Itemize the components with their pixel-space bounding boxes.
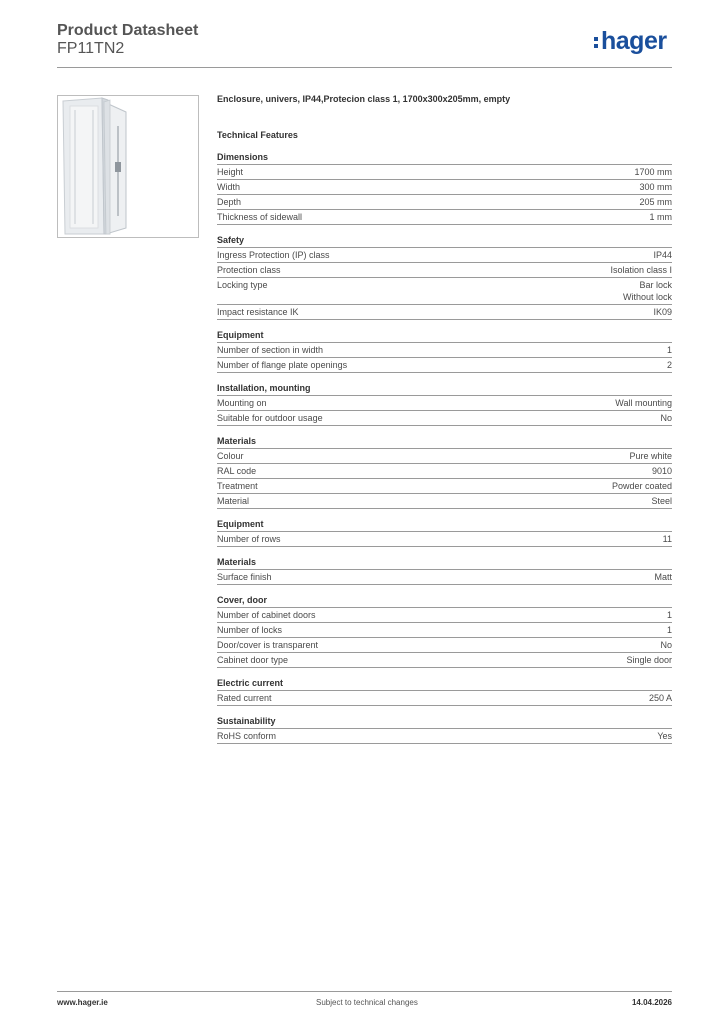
feature-value: 1 xyxy=(666,345,672,355)
feature-value: IK09 xyxy=(653,307,672,317)
section-title: Materials xyxy=(217,557,257,567)
feature-row xyxy=(217,395,672,410)
hager-logo xyxy=(594,26,667,56)
feature-label: Ingress Protection (IP) class xyxy=(217,250,330,260)
feature-value: 9010 xyxy=(651,466,672,476)
feature-label: Material xyxy=(217,496,250,506)
feature-value: Yes xyxy=(657,731,672,741)
feature-label: Cabinet door type xyxy=(217,655,289,665)
feature-label: Depth xyxy=(217,197,242,207)
feature-row xyxy=(217,531,672,547)
product-code: FP11TN2 xyxy=(57,40,125,57)
feature-row xyxy=(217,194,672,209)
feature-label: Suitable for outdoor usage xyxy=(217,413,323,423)
feature-value: Isolation class I xyxy=(610,265,672,275)
product-image xyxy=(57,95,199,238)
feature-section xyxy=(217,151,672,225)
feature-row xyxy=(217,690,672,706)
feature-section xyxy=(217,234,672,320)
feature-value: Steel xyxy=(651,496,672,506)
feature-section xyxy=(217,518,672,547)
feature-row xyxy=(217,164,672,179)
feature-label: RoHS conform xyxy=(217,731,277,741)
feature-section xyxy=(217,677,672,706)
feature-row xyxy=(217,179,672,194)
feature-row xyxy=(217,209,672,225)
feature-sections xyxy=(217,151,672,744)
feature-row xyxy=(217,448,672,463)
feature-section xyxy=(217,556,672,585)
section-title: Equipment xyxy=(217,330,264,340)
footer-divider xyxy=(57,991,672,992)
feature-section xyxy=(217,382,672,426)
feature-value: Single door xyxy=(626,655,672,665)
feature-label: Protection class xyxy=(217,265,281,275)
feature-value: Bar lock Without lock xyxy=(622,280,672,302)
feature-label: Number of rows xyxy=(217,534,281,544)
feature-label: Impact resistance IK xyxy=(217,307,299,317)
feature-row xyxy=(217,607,672,622)
section-rows xyxy=(217,607,672,668)
feature-label: Mounting on xyxy=(217,398,267,408)
page-title: Product Datasheet xyxy=(57,22,199,39)
datasheet-content xyxy=(217,92,672,744)
section-rows xyxy=(217,342,672,373)
section-rows xyxy=(217,569,672,585)
feature-row xyxy=(217,277,672,304)
section-title: Installation, mounting xyxy=(217,383,311,393)
cabinet-illustration-icon xyxy=(58,96,198,237)
feature-label: Width xyxy=(217,182,241,192)
feature-value: 1 mm xyxy=(649,212,672,222)
logo-dots-icon xyxy=(594,37,598,48)
feature-value: Matt xyxy=(654,572,672,582)
feature-section xyxy=(217,594,672,668)
feature-value: No xyxy=(660,640,672,650)
feature-value: 1 xyxy=(666,610,672,620)
feature-label: Height xyxy=(217,167,244,177)
section-rows xyxy=(217,531,672,547)
feature-row xyxy=(217,652,672,668)
section-title: Dimensions xyxy=(217,152,269,162)
feature-label: Number of cabinet doors xyxy=(217,610,316,620)
feature-value: 1 xyxy=(666,625,672,635)
section-title: Cover, door xyxy=(217,595,268,605)
feature-row xyxy=(217,728,672,744)
section-title: Safety xyxy=(217,235,245,245)
section-rows xyxy=(217,164,672,225)
feature-value: 250 A xyxy=(648,693,672,703)
section-rows xyxy=(217,247,672,320)
feature-label: Rated current xyxy=(217,693,272,703)
feature-row xyxy=(217,622,672,637)
feature-label: Thickness of sidewall xyxy=(217,212,303,222)
feature-section xyxy=(217,715,672,744)
product-description: Enclosure, univers, IP44,Protecion class 1, 1700x300x205mm, empty xyxy=(217,94,511,104)
feature-row xyxy=(217,478,672,493)
footer-notice: Subject to technical changes xyxy=(316,998,418,1007)
feature-value: Wall mounting xyxy=(615,398,672,408)
feature-row xyxy=(217,357,672,373)
feature-row xyxy=(217,262,672,277)
feature-label: Number of locks xyxy=(217,625,283,635)
feature-label: Surface finish xyxy=(217,572,272,582)
feature-row xyxy=(217,463,672,478)
feature-section xyxy=(217,435,672,509)
feature-value: 1700 mm xyxy=(634,167,672,177)
feature-label: Locking type xyxy=(217,280,268,290)
footer-date: 14.04.2026 xyxy=(631,998,672,1007)
feature-row xyxy=(217,304,672,320)
feature-section xyxy=(217,329,672,373)
section-title: Electric current xyxy=(217,678,284,688)
feature-label: RAL code xyxy=(217,466,257,476)
section-rows xyxy=(217,395,672,426)
section-rows xyxy=(217,448,672,509)
technical-features-heading: Technical Features xyxy=(217,130,298,140)
section-title: Equipment xyxy=(217,519,264,529)
feature-label: Colour xyxy=(217,451,244,461)
header-divider xyxy=(57,67,672,68)
feature-label: Treatment xyxy=(217,481,258,491)
feature-row xyxy=(217,410,672,426)
section-title: Sustainability xyxy=(217,716,276,726)
feature-value: Pure white xyxy=(629,451,672,461)
feature-label: Number of section in width xyxy=(217,345,324,355)
feature-row xyxy=(217,247,672,262)
section-title: Materials xyxy=(217,436,257,446)
feature-value: 2 xyxy=(666,360,672,370)
feature-value: 11 xyxy=(662,534,672,544)
feature-value: IP44 xyxy=(653,250,672,260)
section-rows xyxy=(217,690,672,706)
feature-row xyxy=(217,493,672,509)
logo-text: hager xyxy=(601,26,667,55)
feature-value: Powder coated xyxy=(611,481,672,491)
feature-value: 205 mm xyxy=(639,197,672,207)
feature-row xyxy=(217,342,672,357)
feature-label: Number of flange plate openings xyxy=(217,360,348,370)
feature-row xyxy=(217,637,672,652)
section-rows xyxy=(217,728,672,744)
feature-label: Door/cover is transparent xyxy=(217,640,319,650)
feature-value: 300 mm xyxy=(639,182,672,192)
feature-row xyxy=(217,569,672,585)
feature-value: No xyxy=(660,413,672,423)
footer-website[interactable]: www.hager.ie xyxy=(57,998,108,1007)
